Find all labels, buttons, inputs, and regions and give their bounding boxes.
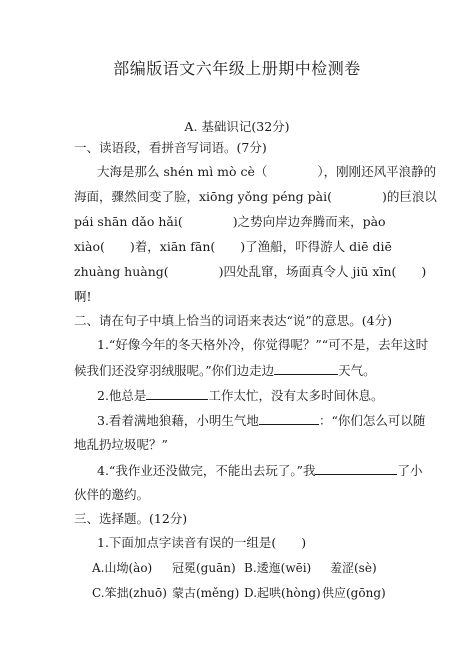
- q2-item-1-answer-blank[interactable]: [274, 362, 338, 375]
- q2-item-4-text-a: 4.“我作业还没做完，不能出去玩了。”我: [97, 463, 316, 478]
- q1-line-4: xiào( )着，xiān fān( )了渔船，吓得游人 diē diē: [74, 239, 392, 254]
- q3-option-d[interactable]: D.起哄(hòng): [244, 586, 321, 600]
- q1-line-5: zhuàng huàng( )四处乱窜，场面真令人 jiū xīn( ): [74, 264, 427, 279]
- q1-line-2: 海面，骤然间变了脸，xiōng yǒng péng pài( )的巨浪以: [74, 189, 437, 204]
- q2-item-1-line-1: 1.“好像今年的冬天格外冷，你觉得呢？”“可不是，去年这时: [97, 337, 429, 352]
- q2-item-2-text-b: 工作太忙，没有太多时间休息。: [208, 388, 384, 403]
- q2-item-4-line-2: 伙伴的邀约。: [74, 487, 150, 502]
- q3-option-c[interactable]: C.笨拙(zhuō): [92, 586, 167, 600]
- q2-item-3-text-a: 3.看着满地狼藉，小明生气地: [97, 413, 259, 428]
- q3-option-a[interactable]: A.山坳(ào): [92, 561, 153, 575]
- q3-option-a-word-2: 冠冕(guān): [172, 561, 236, 575]
- q2-item-3-line-1: [97, 412, 425, 429]
- q2-item-3-text-b: ：“你们怎么可以随: [318, 413, 426, 428]
- question-3-heading: 三、选择题。(12分): [74, 511, 188, 526]
- q3-option-b-word-2: 羞涩(sè): [330, 561, 377, 575]
- q2-item-1-line-2: [74, 362, 376, 379]
- q2-item-1-text-a: 候我们还没穿羽绒服呢。”你们边走边: [74, 363, 275, 378]
- q2-item-1-text-b: 天气。: [338, 363, 376, 378]
- q1-line-1: 大海是那么 shén mì mò cè（ ），刚刚还风平浪静的: [97, 164, 437, 179]
- q3-option-b[interactable]: B.逶迤(wēi): [244, 561, 312, 575]
- q2-item-3-line-2: 地乱扔垃圾呢？”: [74, 437, 168, 452]
- section-a-heading: A. 基础识记(32分): [184, 119, 290, 134]
- q3-option-c-word-2: 蒙古(měng): [172, 586, 240, 600]
- q2-item-3-answer-blank[interactable]: [259, 412, 319, 425]
- q2-item-2: [97, 387, 383, 404]
- q1-line-6: 啊!: [74, 289, 92, 304]
- q3-item-1: 1.下面加点字读音有误的一组是( ): [97, 535, 307, 550]
- q2-item-4-line-1: [97, 462, 422, 479]
- page-title: 部编版语文六年级上册期中检测卷: [113, 59, 361, 78]
- question-2-heading: 二、请在句子中填上恰当的词语来表达“说”的意思。(4分): [74, 313, 392, 328]
- question-1-heading: 一、读语段，看拼音写词语。(7分): [74, 140, 267, 155]
- q2-item-2-answer-blank[interactable]: [146, 387, 208, 400]
- q2-item-4-answer-blank[interactable]: [315, 462, 397, 475]
- q2-item-4-text-b: 了小: [397, 463, 423, 478]
- q1-line-3: pái shān dǎo hǎi( )之势向岸边奔腾而来，pào: [74, 214, 386, 229]
- q3-option-d-word-2: 供应(gōng): [322, 586, 386, 600]
- q2-item-2-text-a: 2.他总是: [97, 388, 147, 403]
